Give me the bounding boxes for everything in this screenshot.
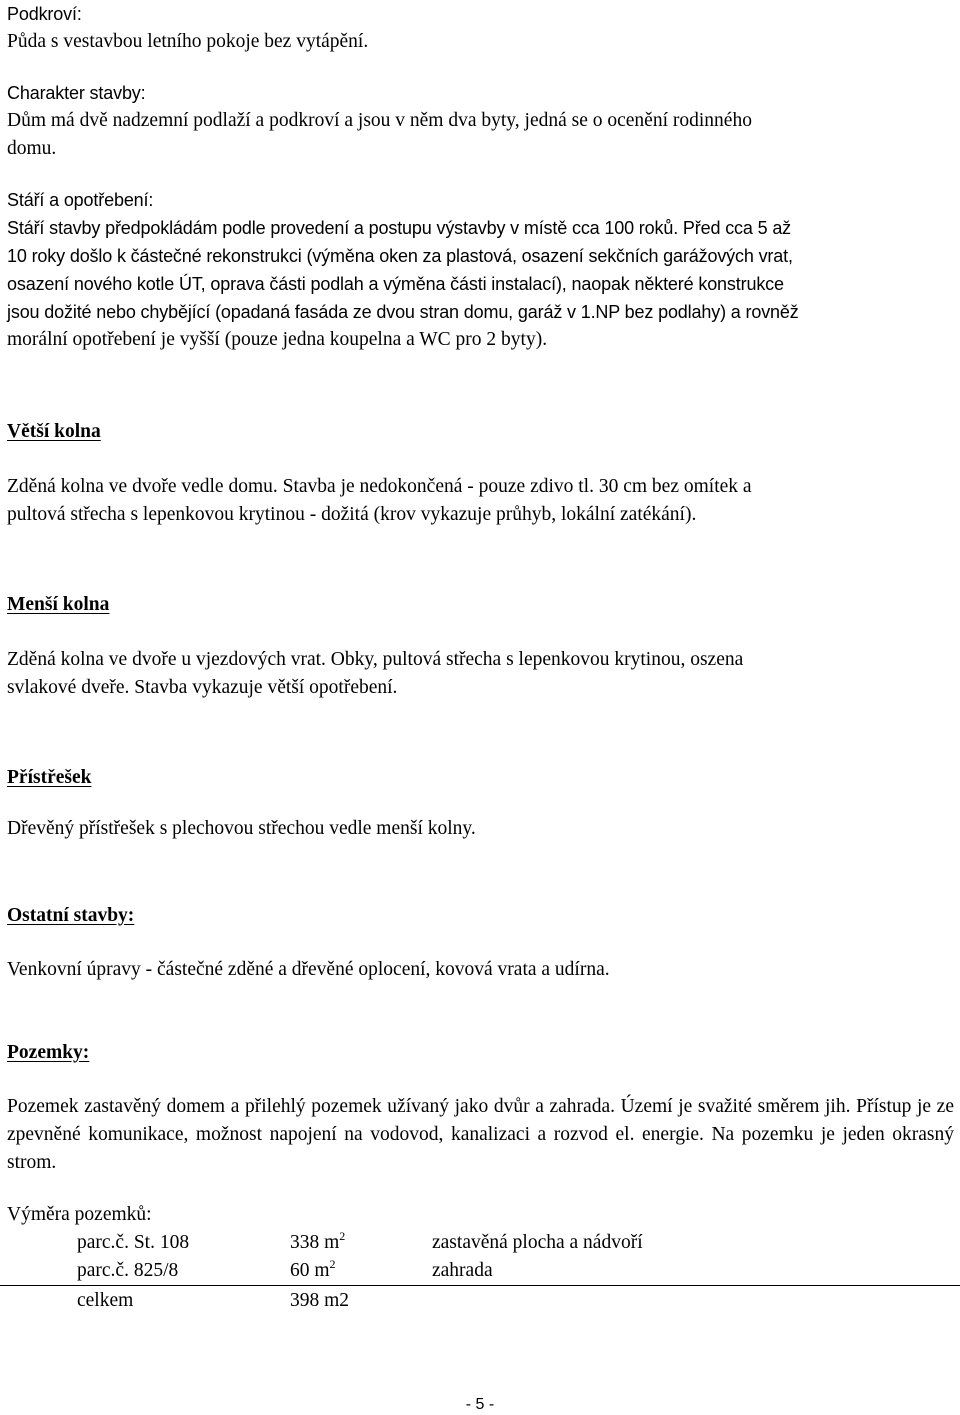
section-pozemky	[7, 1039, 955, 1067]
vymera-label: Výměra pozemků:	[7, 1204, 152, 1225]
pozemky-text: Pozemek zastavěný domem a přilehlý pozemek užívaný jako dvůr a zahrada. Území je svažité směrem jih. Přístup je ze zpevněné komunikace, možnost napojení na vodovod, kanalizaci a rozvod el. energie. Na pozemku je jeden okrasný strom.	[7, 1096, 954, 1173]
pozemky-heading: Pozemky:	[7, 1042, 90, 1063]
stari-line-2: 10 roky došlo k částečné rekonstrukci (výměna oken za plastová, osazení sekčních garážových vrat,	[7, 246, 793, 266]
ostatni-heading: Ostatní stavby:	[7, 905, 135, 926]
section-ostatni-stavby	[7, 902, 955, 930]
podkrovi-label: Podkroví:	[7, 4, 82, 24]
section-vymera	[7, 1201, 955, 1229]
pristresek-text: Dřevěný přístřešek s plechovou střechou vedle menší kolny.	[7, 818, 476, 839]
area-number: 60 m	[290, 1260, 330, 1281]
vetsi-kolna-line-1: Zděná kolna ve dvoře vedle domu. Stavba je nedokončená - pouze zdivo tl. 30 cm bez omítek a	[7, 476, 752, 497]
vetsi-kolna-body	[7, 473, 955, 529]
section-charakter-stavby	[7, 79, 955, 163]
vetsi-kolna-line-2: pultová střecha s lepenkovou krytinou - dožitá (krov vykazuje průhyb, lokální zatékání).	[7, 504, 697, 525]
charakter-line-1: Dům má dvě nadzemní podlaží a podkroví a jsou v něm dva byty, jedná se o ocenění rodinného	[7, 110, 752, 131]
stari-line-1: Stáří stavby předpokládám podle provedení a postupu výstavby v místě cca 100 roků. Před cca 5 až	[7, 218, 792, 238]
section-stari-opotrebeni	[7, 186, 955, 354]
area-parcel: parc.č. St. 108	[77, 1232, 190, 1253]
stari-line-5: morální opotřebení je vyšší (pouze jedna koupelna a WC pro 2 byty).	[7, 329, 548, 350]
ostatni-text: Venkovní úpravy - částečné zděné a dřevěné oplocení, kovová vrata a udírna.	[7, 959, 610, 980]
area-value	[290, 1229, 345, 1257]
pristresek-heading: Přístřešek	[7, 767, 92, 788]
section-vetsi-kolna	[7, 418, 955, 446]
stari-line-4: jsou dožité nebo chybějící (opadaná fasáda ze dvou stran domu, garáž v 1.NP bez podlahy) a rovněž	[7, 302, 799, 322]
area-row	[0, 1257, 960, 1285]
stari-label: Stáří a opotřebení:	[7, 190, 154, 210]
vetsi-kolna-heading: Větší kolna	[7, 421, 101, 442]
area-exponent: 2	[339, 1228, 346, 1243]
charakter-line-2: domu.	[7, 138, 57, 159]
area-parcel: parc.č. 825/8	[77, 1260, 179, 1281]
area-use: zahrada	[432, 1260, 493, 1281]
page-number: - 5 -	[465, 1396, 495, 1413]
area-use: zastavěná plocha a nádvoří	[432, 1232, 643, 1253]
area-row	[0, 1229, 960, 1257]
total-divider	[0, 1285, 960, 1286]
charakter-label: Charakter stavby:	[7, 83, 146, 103]
mensi-kolna-line-2: svlakové dveře. Stavba vykazuje větší opotřebení.	[7, 677, 398, 698]
pozemky-body	[7, 1093, 954, 1177]
section-pristresek	[7, 764, 955, 792]
section-mensi-kolna	[7, 591, 955, 619]
mensi-kolna-heading: Menší kolna	[7, 594, 110, 615]
stari-line-3: osazení nového kotle ÚT, oprava části podlah a výměna části instalací), naopak některé konstrukce	[7, 274, 784, 294]
ostatni-body	[7, 956, 955, 984]
area-value	[290, 1257, 336, 1285]
mensi-kolna-line-1: Zděná kolna ve dvoře u vjezdových vrat. Obky, pultová střecha s lepenkovou krytinou, oszena	[7, 649, 744, 670]
total-label: celkem	[77, 1290, 134, 1311]
total-area: 398 m2	[290, 1290, 350, 1311]
pristresek-body	[7, 815, 955, 843]
mensi-kolna-body	[7, 646, 955, 702]
section-podkrovi	[7, 0, 955, 56]
area-number: 338 m	[290, 1232, 340, 1253]
area-exponent: 2	[329, 1256, 336, 1271]
area-total-row	[0, 1287, 960, 1315]
podkrovi-text: Půda s vestavbou letního pokoje bez vytápění.	[7, 31, 369, 52]
